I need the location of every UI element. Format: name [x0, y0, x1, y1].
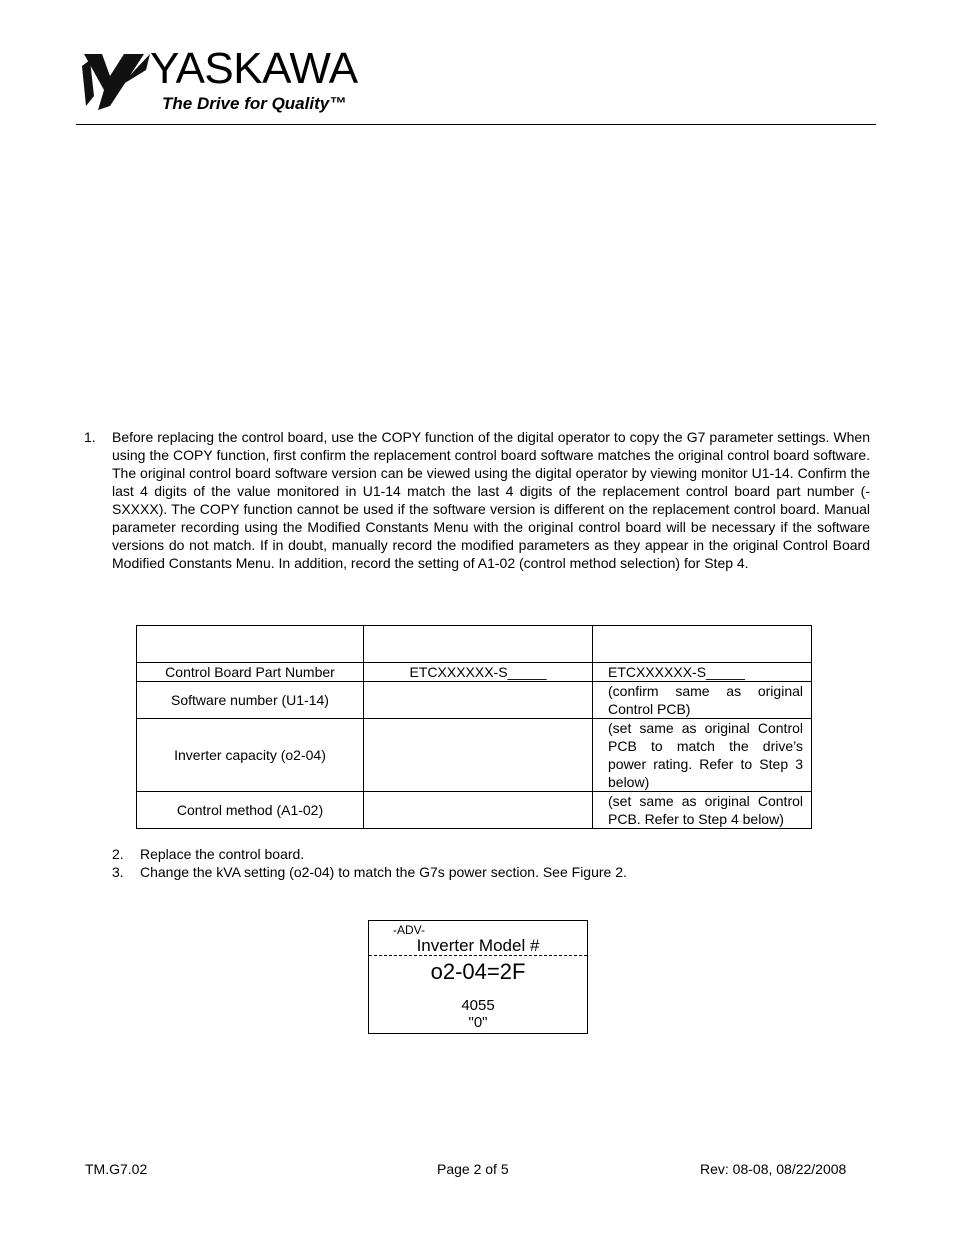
table-header-cell: [593, 626, 812, 663]
step-text: Change the kVA setting (o2-04) to match the G7s power section. See Figure 2.: [140, 864, 627, 880]
footer-page-number: Page 2 of 5: [437, 1161, 509, 1177]
control-board-comparison-table: [136, 625, 812, 829]
footer-doc-id: TM.G7.02: [85, 1161, 148, 1177]
step-number: 2.: [112, 846, 124, 862]
table-cell: ETCXXXXXX-S_____: [364, 663, 593, 682]
display-title: Inverter Model #: [416, 936, 540, 955]
step-number: 3.: [112, 864, 124, 880]
display-mode: -ADV-: [393, 923, 426, 937]
brand-tagline: The Drive for Quality™: [162, 94, 347, 113]
table-header-cell: [364, 626, 593, 663]
table-row: [137, 682, 812, 719]
header-divider: [76, 124, 876, 125]
brand-name: YASKAWA: [150, 44, 358, 93]
digital-operator-display: [368, 920, 588, 1034]
table-cell: Inverter capacity (o2-04): [137, 719, 364, 792]
display-selection: "0": [468, 1014, 488, 1031]
table-cell: Software number (U1-14): [137, 682, 364, 719]
table-cell: (set same as original Control PCB. Refer to Step 4 below): [593, 792, 812, 829]
table-cell: [364, 682, 593, 719]
table-row: [137, 719, 812, 792]
table-cell: [364, 719, 593, 792]
table-cell: ETCXXXXXX-S_____: [593, 663, 812, 682]
display-divider: [369, 955, 587, 956]
table-cell: [364, 792, 593, 829]
table-row: [137, 663, 812, 682]
table-cell: Control method (A1-02): [137, 792, 364, 829]
display-value: o2-04=2F: [430, 959, 526, 984]
footer-revision: Rev: 08-08, 08/22/2008: [700, 1161, 847, 1177]
display-code: 4055: [461, 997, 495, 1014]
step-text: Replace the control board.: [140, 846, 305, 862]
table-header-cell: [137, 626, 364, 663]
table-cell: (confirm same as original Control PCB): [593, 682, 812, 719]
table-header-row: [137, 626, 812, 663]
table-cell: (set same as original Control PCB to match the drive’s power rating. Refer to Step 3 below): [593, 719, 812, 792]
table-row: [137, 792, 812, 829]
step-text: Before replacing the control board, use the COPY function of the digital operator to copy the G7 parameter settings. When using the COPY function, first confirm the replacement control board software matches the original control board software. The original control board software version can be viewed using the digital operator by viewing monitor U1-14. Confirm the last 4 digits of the value monitored in U1-14 match the last 4 digits of the replacement control board part number (-SXXXX). The COPY function cannot be used if the software version is different on the replacement control board. Manual parameter recording using the Modified Constants Menu with the original control board will be necessary if the software versions do not match. If in doubt, manually record the modified parameters as they appear in the original Control Board Modified Constants Menu. In addition, record the setting of A1-02 (control method selection) for Step 4.: [112, 429, 870, 571]
step-number: 1.: [84, 429, 96, 445]
table-cell: Control Board Part Number: [137, 663, 364, 682]
